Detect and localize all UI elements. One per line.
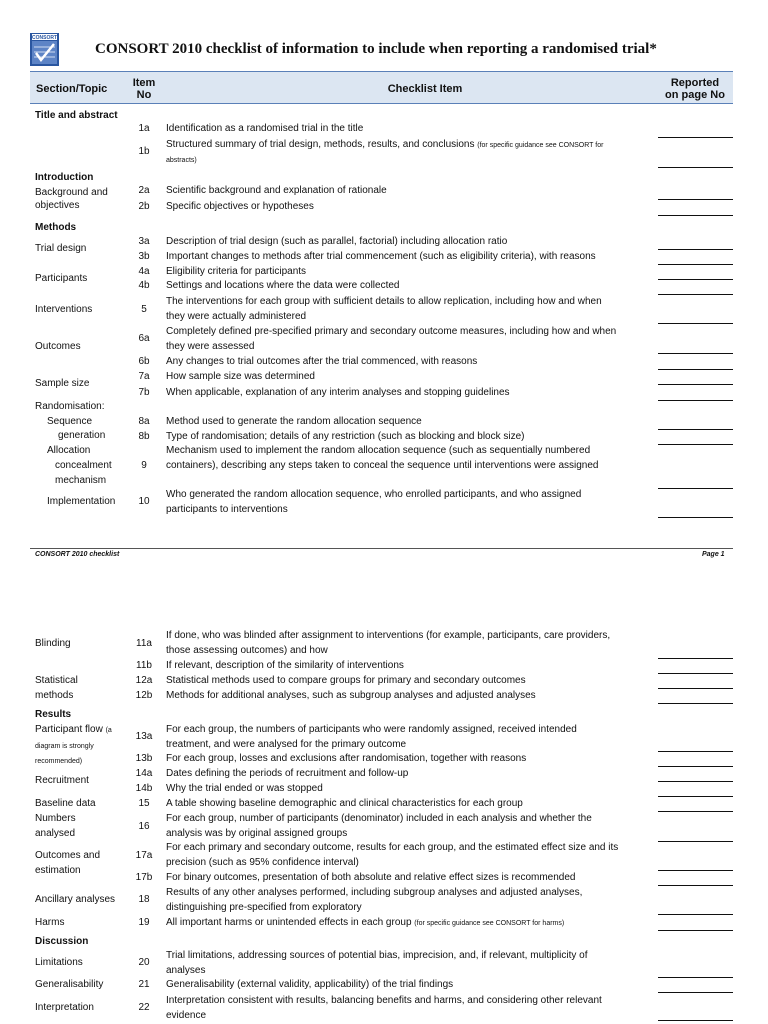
page-title: CONSORT 2010 checklist of information to include when reporting a randomised trial* xyxy=(95,41,657,57)
item-no: 8b xyxy=(138,431,150,442)
page-number-field[interactable] xyxy=(658,977,733,978)
page-number-field[interactable] xyxy=(658,914,733,915)
item-text: Who generated the random allocation sequence, who enrolled participants, and who assigned xyxy=(166,489,582,500)
consort-logo xyxy=(30,33,59,66)
topic-label: Harms xyxy=(35,917,65,928)
page-number-field[interactable] xyxy=(658,751,733,752)
topic-label: Implementation xyxy=(47,496,116,507)
topic-label: Outcomes xyxy=(35,341,81,352)
topic-label: Interventions xyxy=(35,304,93,315)
page-number-field[interactable] xyxy=(658,167,733,168)
item-no: 9 xyxy=(141,460,147,471)
page-number-field[interactable] xyxy=(658,870,733,871)
item-text: Identification as a randomised trial in the title xyxy=(166,123,364,134)
item-text: Structured summary of trial design, methods, results, and conclusions (for specific guidance see CONSORT for xyxy=(166,139,604,150)
item-no: 6a xyxy=(138,333,150,344)
item-no: 4a xyxy=(138,266,150,277)
page-number-field[interactable] xyxy=(658,264,733,265)
item-no: 7b xyxy=(138,387,150,398)
item-text: For each group, number of participants (denominator) included in each analysis and whether the xyxy=(166,813,592,824)
page-number-field[interactable] xyxy=(658,429,733,430)
item-text: How sample size was determined xyxy=(166,371,315,382)
topic-label: Participant flow (a xyxy=(35,724,112,735)
item-text: those assessing outcomes) and how xyxy=(166,645,328,656)
item-text: A table showing baseline demographic and clinical characteristics for each group xyxy=(166,798,523,809)
footer-label: CONSORT 2010 checklist xyxy=(35,551,120,558)
topic-label: Numbers xyxy=(35,813,76,824)
item-text: For each primary and secondary outcome, results for each group, and the estimated effect size and its xyxy=(166,842,619,853)
item-no: 1a xyxy=(138,123,150,134)
item-text: Statistical methods used to compare groups for primary and secondary outcomes xyxy=(166,675,526,686)
page-number-field[interactable] xyxy=(658,885,733,886)
page-number-field[interactable] xyxy=(658,488,733,489)
page-number-field[interactable] xyxy=(658,369,733,370)
item-no: 17b xyxy=(135,872,153,883)
item-no: 14b xyxy=(135,783,153,794)
item-no: 20 xyxy=(138,957,150,968)
topic-label: Randomisation: xyxy=(35,401,105,412)
topic-label: methods xyxy=(35,690,74,701)
page-number-field[interactable] xyxy=(658,137,733,138)
page-number-field[interactable] xyxy=(658,781,733,782)
page-number-field[interactable] xyxy=(658,444,733,445)
page-number-field[interactable] xyxy=(658,1020,733,1021)
item-text: If relevant, description of the similarity of interventions xyxy=(166,660,404,671)
section-methods: Methods xyxy=(35,222,77,233)
item-text: The interventions for each group with sufficient details to allow replication, including how and when xyxy=(166,296,602,307)
item-no: 2b xyxy=(138,201,150,212)
section-introduction: Introduction xyxy=(35,172,94,183)
item-no: 13a xyxy=(135,731,153,742)
topic-label: Outcomes and xyxy=(35,850,101,861)
page-number-field[interactable] xyxy=(658,294,733,295)
item-text: Why the trial ended or was stopped xyxy=(166,783,323,794)
topic-label: Sample size xyxy=(35,378,90,389)
topic-label: Participants xyxy=(35,273,88,284)
item-no: 4b xyxy=(138,280,150,291)
page-number-field[interactable] xyxy=(658,811,733,812)
page-number-field[interactable] xyxy=(658,992,733,993)
topic-label: Interpretation xyxy=(35,1002,94,1013)
item-text: Results of any other analyses performed, including subgroup analyses and adjusted analyses, xyxy=(166,887,583,898)
item-no: 13b xyxy=(135,753,153,764)
item-text: When applicable, explanation of any interim analyses and stopping guidelines xyxy=(166,387,510,398)
topic-label: Blinding xyxy=(35,638,71,649)
page-number-field[interactable] xyxy=(658,517,733,518)
item-no: 17a xyxy=(135,850,153,861)
topic-label: mechanism xyxy=(55,475,107,486)
section-title-abstract: Title and abstract xyxy=(35,110,118,121)
topic-label: concealment xyxy=(55,460,112,471)
topic-label: Limitations xyxy=(35,957,83,968)
item-text: Scientific background and explanation of rationale xyxy=(166,185,387,196)
item-no: 16 xyxy=(138,821,150,832)
item-text: distinguishing pre-specified from exploratory xyxy=(166,902,362,913)
header-section: Section/Topic xyxy=(36,83,108,95)
item-text: Specific objectives or hypotheses xyxy=(166,201,314,212)
page-number-field[interactable] xyxy=(658,688,733,689)
item-text: Interpretation consistent with results, balancing benefits and harms, and considering other relevant xyxy=(166,995,602,1006)
item-text: For each group, losses and exclusions after randomisation, together with reasons xyxy=(166,753,527,764)
item-text: containers), describing any steps taken to conceal the sequence until interventions were assigned xyxy=(166,460,599,471)
item-text: analyses xyxy=(166,965,206,976)
header-checklist-item: Checklist Item xyxy=(387,83,463,95)
item-no: 21 xyxy=(138,979,150,990)
item-no: 8a xyxy=(138,416,150,427)
topic-label: Generalisability xyxy=(35,979,104,990)
item-text: they were assessed xyxy=(166,341,255,352)
item-text: Description of trial design (such as parallel, factorial) including allocation ratio xyxy=(166,236,508,247)
page-number-field[interactable] xyxy=(658,353,733,354)
item-text: analysis was by original assigned groups xyxy=(166,828,348,839)
page-number-field[interactable] xyxy=(658,400,733,401)
item-text: Methods for additional analyses, such as subgroup analyses and adjusted analyses xyxy=(166,690,536,701)
item-text: treatment, and were analysed for the primary outcome xyxy=(166,739,407,750)
item-no: 3a xyxy=(138,236,150,247)
item-text: precision (such as 95% confidence interval) xyxy=(166,857,359,868)
item-text: If done, who was blinded after assignment to interventions (for example, participants, care providers, xyxy=(166,630,611,641)
item-note: abstracts) xyxy=(166,157,197,164)
section-results: Results xyxy=(35,709,72,720)
page-number-field[interactable] xyxy=(658,796,733,797)
topic-label: estimation xyxy=(35,865,81,876)
topic-label: generation xyxy=(58,430,106,441)
page-number-field[interactable] xyxy=(658,249,733,250)
item-no: 6b xyxy=(138,356,150,367)
item-text: Trial limitations, addressing sources of potential bias, imprecision, and, if relevant, multiplicity of xyxy=(166,950,588,961)
item-text: participants to interventions xyxy=(166,504,288,515)
topic-label: Sequence xyxy=(47,416,93,427)
item-no: 12b xyxy=(135,690,153,701)
item-text: Eligibility criteria for participants xyxy=(166,266,307,277)
section-discussion: Discussion xyxy=(35,936,89,947)
page-number-field[interactable] xyxy=(658,673,733,674)
item-text: Any changes to trial outcomes after the trial commenced, with reasons xyxy=(166,356,478,367)
item-text: Mechanism used to implement the random allocation sequence (such as sequentially numbered xyxy=(166,445,591,456)
page-number-field[interactable] xyxy=(658,930,733,931)
topic-label: objectives xyxy=(35,200,80,211)
item-no: 19 xyxy=(138,917,150,928)
topic-label: analysed xyxy=(35,828,76,839)
topic-label: Statistical xyxy=(35,675,78,686)
topic-label: Allocation xyxy=(47,445,91,456)
page-number-field[interactable] xyxy=(658,841,733,842)
footer-divider xyxy=(30,548,733,549)
item-text: Generalisability (external validity, applicability) of the trial findings xyxy=(166,979,454,990)
item-no: 5 xyxy=(141,304,147,315)
footer-page-number: Page 1 xyxy=(702,551,725,558)
item-no: 10 xyxy=(138,496,150,507)
topic-note: diagram is strongly xyxy=(35,743,94,750)
item-text: Method used to generate the random allocation sequence xyxy=(166,416,422,427)
page-number-field[interactable] xyxy=(658,766,733,767)
item-no: 18 xyxy=(138,894,150,905)
topic-label: Trial design xyxy=(35,243,87,254)
item-text: Settings and locations where the data were collected xyxy=(166,280,400,291)
item-text: Completely defined pre-specified primary and secondary outcome measures, including how and when xyxy=(166,326,617,337)
item-text: All important harms or unintended effects in each group (for specific guidance see CONSORT for harms) xyxy=(166,917,565,928)
item-no: 12a xyxy=(135,675,153,686)
item-text: Dates defining the periods of recruitment and follow-up xyxy=(166,768,409,779)
page-number-field[interactable] xyxy=(658,384,733,385)
item-no: 15 xyxy=(138,798,150,809)
svg-text:CONSORT: CONSORT xyxy=(32,35,57,41)
item-text: For each group, the numbers of participants who were randomly assigned, received intended xyxy=(166,724,577,735)
item-text: For binary outcomes, presentation of both absolute and relative effect sizes is recommended xyxy=(166,872,576,883)
item-text: they were actually administered xyxy=(166,311,307,322)
item-no: 7a xyxy=(138,371,150,382)
topic-label: Recruitment xyxy=(35,775,89,786)
item-no: 2a xyxy=(138,185,150,196)
item-no: 14a xyxy=(135,768,153,779)
item-no: 22 xyxy=(138,1002,150,1013)
item-text: Important changes to methods after trial commencement (such as eligibility criteria), with reasons xyxy=(166,251,596,262)
topic-note: recommended) xyxy=(35,758,83,765)
item-no: 11b xyxy=(136,660,152,671)
item-text: Type of randomisation; details of any restriction (such as blocking and block size) xyxy=(166,431,525,442)
header-reported-page: Reported on page No xyxy=(665,77,725,101)
topic-label: Baseline data xyxy=(35,798,96,809)
item-text: evidence xyxy=(166,1010,207,1021)
item-no: 3b xyxy=(138,251,150,262)
page-number-field[interactable] xyxy=(658,658,733,659)
page-number-field[interactable] xyxy=(658,199,733,200)
topic-label: Ancillary analyses xyxy=(35,894,116,905)
page-number-field[interactable] xyxy=(658,279,733,280)
page-number-field[interactable] xyxy=(658,703,733,704)
page-number-field[interactable] xyxy=(658,215,733,216)
header-item-no: Item No xyxy=(132,77,156,101)
item-no: 1b xyxy=(138,146,150,157)
item-no: 11a xyxy=(136,638,152,649)
page-number-field[interactable] xyxy=(658,323,733,324)
topic-label: Background and xyxy=(35,187,108,198)
